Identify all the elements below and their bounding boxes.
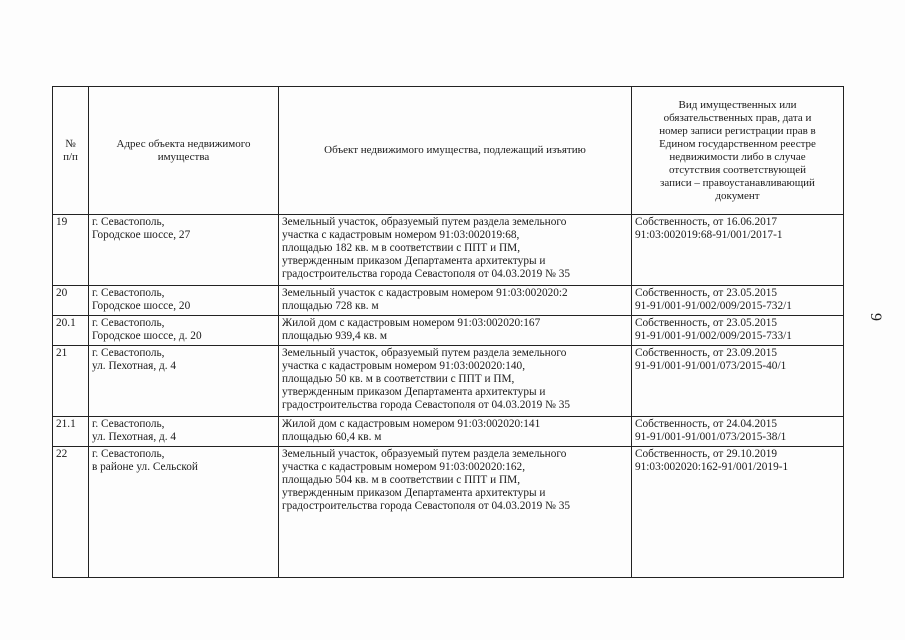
cell-rights: Собственность, от 23.09.2015 91-91/001-91/001/073/2015-40/1 [632, 346, 844, 417]
cell-address: г. Севастополь, Городское шоссе, д. 20 [89, 316, 279, 346]
cell-rights: Собственность, от 23.05.2015 91-91/001-91/002/009/2015-733/1 [632, 316, 844, 346]
cell-rights: Собственность, от 23.05.2015 91-91/001-91/002/009/2015-732/1 [632, 286, 844, 316]
cell-number: 19 [53, 215, 89, 286]
cell-number: 20.1 [53, 316, 89, 346]
table-row [53, 417, 844, 447]
cell-number: 20 [53, 286, 89, 316]
cell-object: Земельный участок, образуемый путем раздела земельного участка с кадастровым номером 91:03:002020:162, площадью 504 кв. м в соответствии с ППТ и ПМ, утвержденным приказом Департамента архитектуры и градостроительства города Севастополя от 04.03.2019 № 35 [279, 447, 632, 578]
cell-rights: Собственность, от 16.06.2017 91:03:002019:68-91/001/2017-1 [632, 215, 844, 286]
table-row [53, 346, 844, 417]
cell-number: 22 [53, 447, 89, 578]
cell-object: Земельный участок, образуемый путем раздела земельного участка с кадастровым номером 91:03:002020:140, площадью 50 кв. м в соответствии с ППТ и ПМ, утвержденным приказом Департамента архитектуры и градостроительства города Севастополя от 04.03.2019 № 35 [279, 346, 632, 417]
cell-number: 21 [53, 346, 89, 417]
table-row [53, 316, 844, 346]
cell-number: 21.1 [53, 417, 89, 447]
table-row [53, 215, 844, 286]
cell-object: Земельный участок с кадастровым номером 91:03:002020:2 площадью 728 кв. м [279, 286, 632, 316]
cell-rights: Собственность, от 29.10.2019 91:03:002020:162-91/001/2019-1 [632, 447, 844, 578]
cell-address: г. Севастополь, ул. Пехотная, д. 4 [89, 346, 279, 417]
table-row [53, 286, 844, 316]
cell-object: Жилой дом с кадастровым номером 91:03:002020:141 площадью 60,4 кв. м [279, 417, 632, 447]
cell-rights: Собственность, от 24.04.2015 91-91/001-91/001/073/2015-38/1 [632, 417, 844, 447]
property-registry-table [52, 86, 844, 578]
header-rights: Вид имущественных или обязательственных прав, дата и номер записи регистрации прав в Едином государственном реестре недвижимости либо в случае отсутствия соответствующей записи – правоустанавливающий документ [632, 87, 844, 215]
cell-object: Жилой дом с кадастровым номером 91:03:002020:167 площадью 939,4 кв. м [279, 316, 632, 346]
cell-object: Земельный участок, образуемый путем раздела земельного участка с кадастровым номером 91:03:002019:68, площадью 182 кв. м в соответствии с ППТ и ПМ, утвержденным приказом Департамента архитектуры и градостроительства города Севастополя от 04.03.2019 № 35 [279, 215, 632, 286]
cell-address: г. Севастополь, ул. Пехотная, д. 4 [89, 417, 279, 447]
header-number: № п/п [53, 87, 89, 215]
cell-address: г. Севастополь, Городское шоссе, 27 [89, 215, 279, 286]
cell-address: г. Севастополь, в районе ул. Сельской [89, 447, 279, 578]
header-object: Объект недвижимого имущества, подлежащий изъятию [279, 87, 632, 215]
page-number: 9 [867, 313, 884, 321]
header-address: Адрес объекта недвижимого имущества [89, 87, 279, 215]
table-header-row [53, 87, 844, 215]
cell-address: г. Севастополь, Городское шоссе, 20 [89, 286, 279, 316]
table-row [53, 447, 844, 578]
